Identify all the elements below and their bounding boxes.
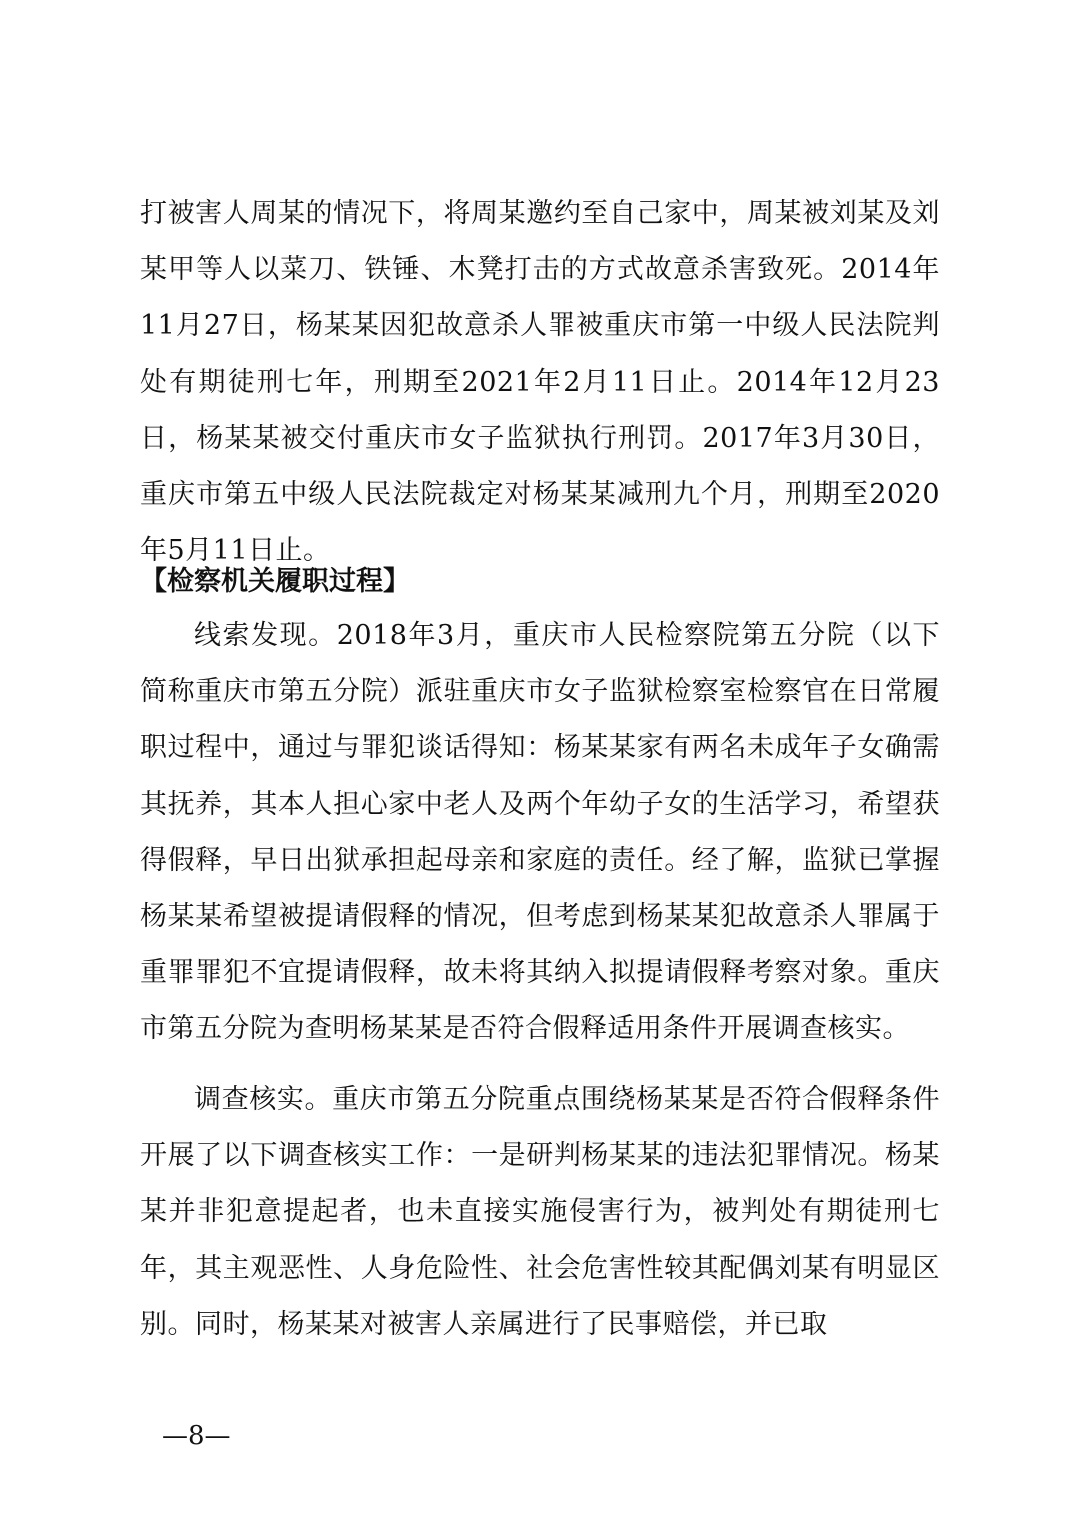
paragraph-clue-discovery: 线索发现。2018年3月，重庆市人民检察院第五分院（以下简称重庆市第五分院）派驻重庆市女子监狱检察室检察官在日常履职过程中，通过与罪犯谈话得知：杨某某家有两名未成年子女确需其抚养，其本人担心家中老人及两个年幼子女的生活学习，希望获得假释，早日出狱承担起母亲和家庭的责任。经了解，监狱已掌握杨某某希望被提请假释的情况，但考虑到杨某某犯故意杀人罪属于重罪罪犯不宜提请假释，故未将其纳入拟提请假释考察对象。重庆市第五分院为查明杨某某是否符合假释适用条件开展调查核实。: [140, 620, 940, 1045]
paragraph-investigation-block: [140, 1072, 940, 1353]
page-number: —8—: [162, 1421, 231, 1451]
section-heading: 【检察机关履职过程】: [140, 566, 410, 597]
paragraph-continuation-block: [140, 186, 940, 579]
paragraph-investigation: 调查核实。重庆市第五分院重点围绕杨某某是否符合假释条件开展了以下调查核实工作：一是研判杨某某的违法犯罪情况。杨某某并非犯意提起者，也未直接实施侵害行为，被判处有期徒刑七年，其主观恶性、人身危险性、社会危害性较其配偶刘某有明显区别。同时，杨某某对被害人亲属进行了民事赔偿，并已取: [140, 1084, 940, 1340]
paragraph-continuation: 打被害人周某的情况下，将周某邀约至自己家中，周某被刘某及刘某甲等人以菜刀、铁锤、木凳打击的方式故意杀害致死。2014年11月27日，杨某某因犯故意杀人罪被重庆市第一中级人民法院判处有期徒刑七年，刑期至2021年2月11日止。2014年12月23日，杨某某被交付重庆市女子监狱执行刑罚。2017年3月30日，重庆市第五中级人民法院裁定对杨某某减刑九个月，刑期至2020年5月11日止。: [140, 198, 940, 567]
paragraph-clue-discovery-block: [140, 608, 940, 1058]
